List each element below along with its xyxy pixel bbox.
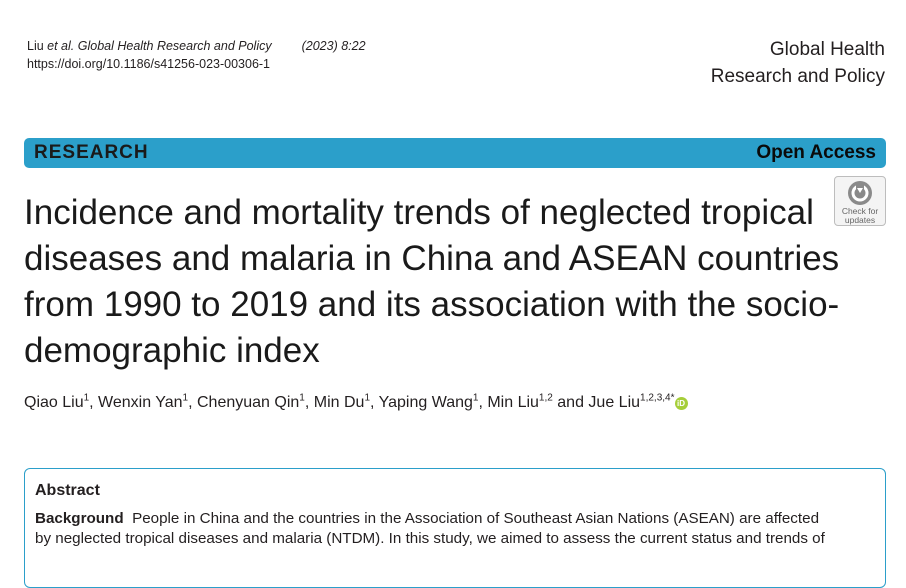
citation-line [27,37,366,55]
author-name: Jue Liu [588,394,641,412]
article-type-label: RESEARCH [34,142,149,163]
open-access-label: Open Access [756,142,876,163]
author-affiliation: 1,2,3,4* [640,393,675,404]
citation-block [27,37,366,73]
check-for-updates-label: Check for updates [841,206,879,225]
author-separator: , [370,394,379,412]
author-separator: , [89,394,99,412]
update-icon [847,180,873,206]
article-type-banner [24,138,886,168]
abstract-line-1: People in China and the countries in the Association of Southeast Asian Nations (ASEAN) are affected [132,510,820,527]
author-name: Min Du [313,394,365,412]
author-affiliation: 1,2 [538,393,553,404]
abstract-line [35,509,877,529]
journal-brand [711,36,885,90]
author-separator: , [478,394,488,412]
author-affiliation: 1 [299,393,305,404]
author-name: Wenxin Yan [98,394,183,412]
abstract-line-2: by neglected tropical diseases and malaria (NTDM). In this study, we aimed to assess the current status and trends of [35,530,825,547]
author-affiliation: 1 [83,393,90,404]
author-names [24,394,675,411]
abstract-box [24,468,886,588]
author-name: Min Liu [487,394,539,412]
abstract-heading: Abstract [35,482,100,499]
journal-name-line1: Global Health [769,39,885,60]
author-affiliation: 1 [182,393,189,404]
author-name: Qiao Liu [24,394,84,412]
doi-link[interactable]: https://doi.org/10.1186/s41256-023-00306-1 [27,57,271,71]
author-separator: , [304,394,314,412]
citation-issue: (2023) 8:22 [301,39,366,53]
abstract-text [35,509,877,549]
background-label: Background [35,510,124,527]
citation-journal: Global Health Research and Policy [74,39,272,53]
author-name: Chenyuan Qin [197,394,300,412]
citation-author: Liu [27,39,48,53]
citation-etal: et al. [47,39,75,53]
author-affiliation: 1 [472,393,479,404]
orcid-icon[interactable]: iD [675,397,688,410]
author-separator: and [552,394,589,412]
author-name: Yaping Wang [378,394,473,412]
journal-name-line2: Research and Policy [710,66,885,87]
article-title: Incidence and mortality trends of neglected tropical diseases and malaria in China and ASEAN countries from 1990 to 2019 and its association with the socio-demographic index [24,193,840,370]
author-list [24,393,688,412]
author-separator: , [188,394,197,412]
author-affiliation: 1 [364,393,370,404]
